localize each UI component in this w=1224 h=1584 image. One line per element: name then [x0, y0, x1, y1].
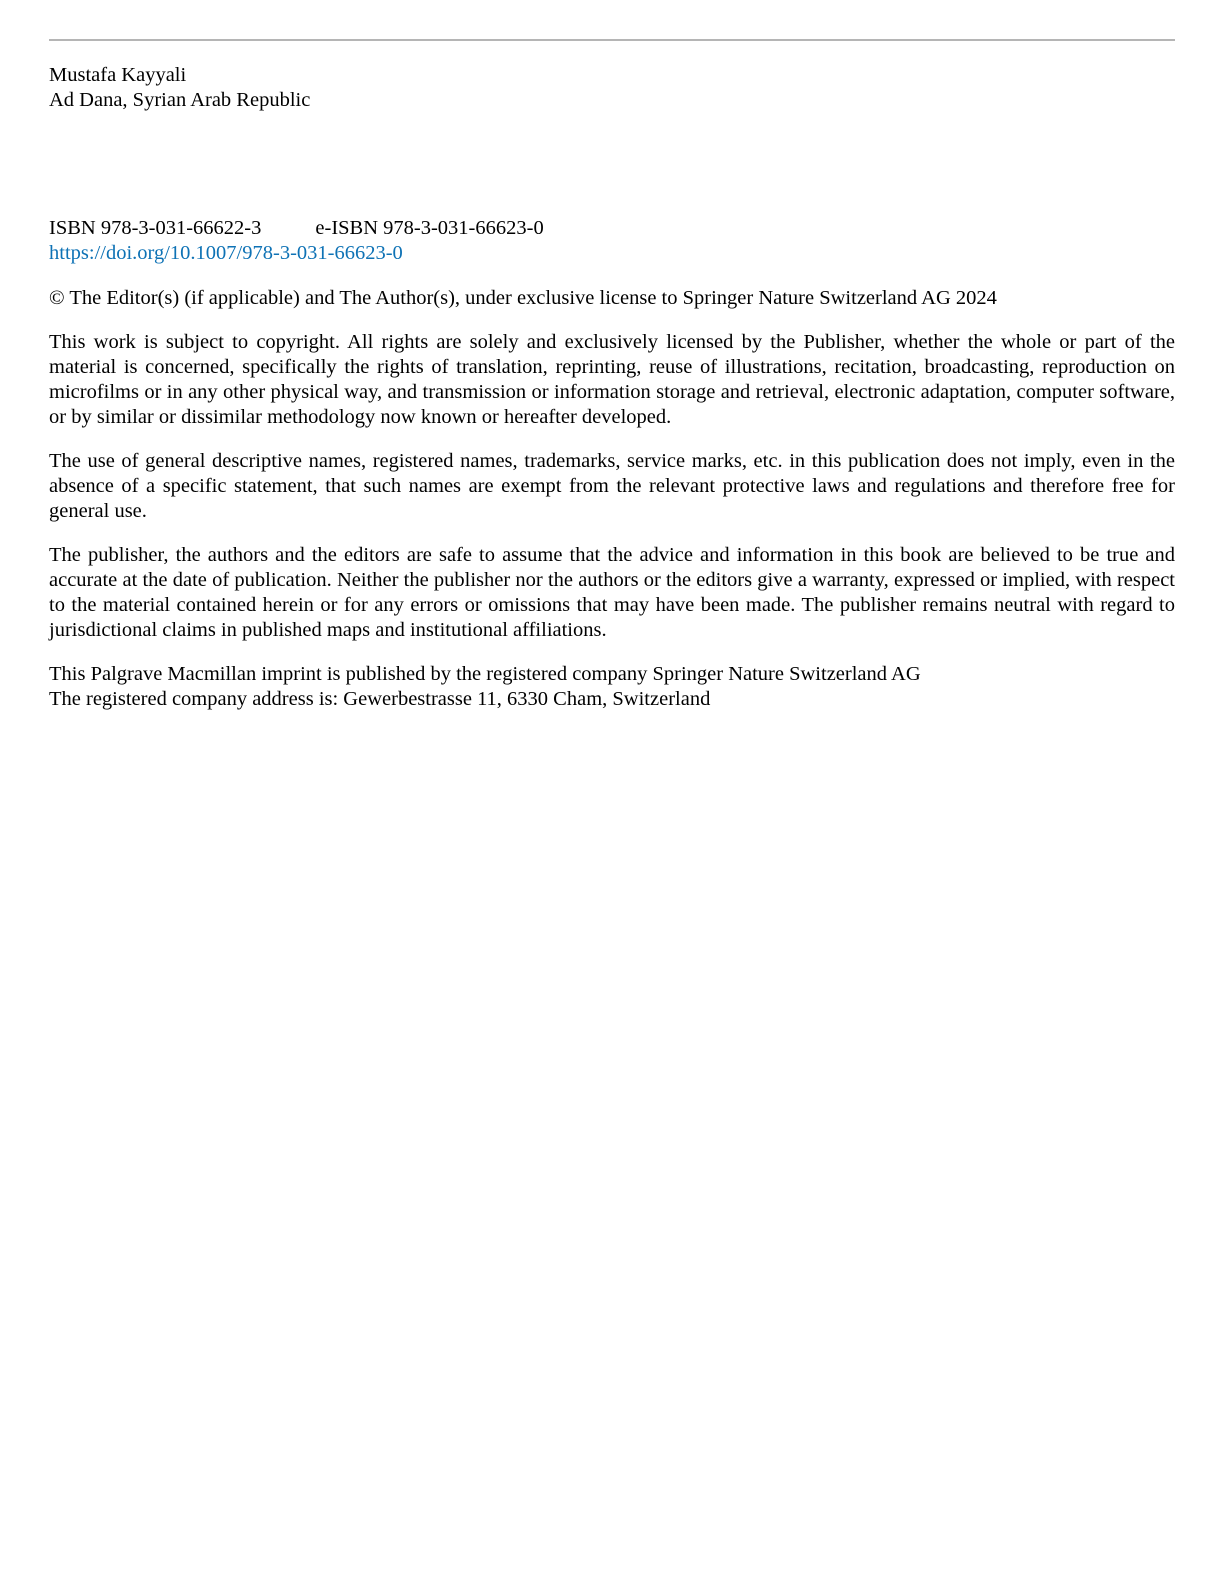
author-block [49, 63, 1175, 113]
imprint-company-line: This Palgrave Macmillan imprint is published by the registered company Springer Nature Switzerland AG [49, 663, 921, 685]
header-divider [49, 39, 1175, 41]
imprint-block [49, 662, 1175, 712]
doi-link[interactable]: https://doi.org/10.1007/978-3-031-66623-0 [49, 242, 403, 264]
isbn-block [49, 216, 1175, 266]
legal-paragraph-trademarks: The use of general descriptive names, registered names, trademarks, service marks, etc. in this publication does not imply, even in the absence of a specific statement, that such names are exempt from the relevant protective laws and regulations and therefore free for general use. [49, 450, 1175, 522]
legal-paragraph-disclaimer: The publisher, the authors and the editors are safe to assume that the advice and information in this book are believed to be true and accurate at the date of publication. Neither the publisher nor the authors or the editors give a warranty, expressed or implied, with respect to the material contained herein or for any errors or omissions that may have been made. The publisher remains neutral with regard to jurisdictional claims in published maps and institutional affiliations. [49, 544, 1175, 641]
isbn-line [49, 216, 1175, 241]
isbn-electronic: e-ISBN 978-3-031-66623-0 [315, 217, 544, 239]
legal-paragraph-rights: This work is subject to copyright. All rights are solely and exclusively licensed by the Publisher, whether the whole or part of the material is concerned, specifically the rights of translation, reprinting, reuse of illustrations, recitation, broadcasting, reproduction on microfilms or in any other physical way, and transmission or information storage and retrieval, electronic adaptation, computer software, or by similar or dissimilar methodology now known or hereafter developed. [49, 331, 1175, 428]
doi-line [49, 241, 1175, 266]
copyright-notice: © The Editor(s) (if applicable) and The Author(s), under exclusive license to Springer Nature Switzerland AG 2024 [49, 287, 997, 309]
author-name: Mustafa Kayyali [49, 64, 187, 86]
imprint-address-line: The registered company address is: Gewerbestrasse 11, 6330 Cham, Switzerland [49, 688, 711, 710]
isbn-print: ISBN 978-3-031-66622-3 [49, 217, 262, 239]
author-location: Ad Dana, Syrian Arab Republic [49, 89, 311, 111]
